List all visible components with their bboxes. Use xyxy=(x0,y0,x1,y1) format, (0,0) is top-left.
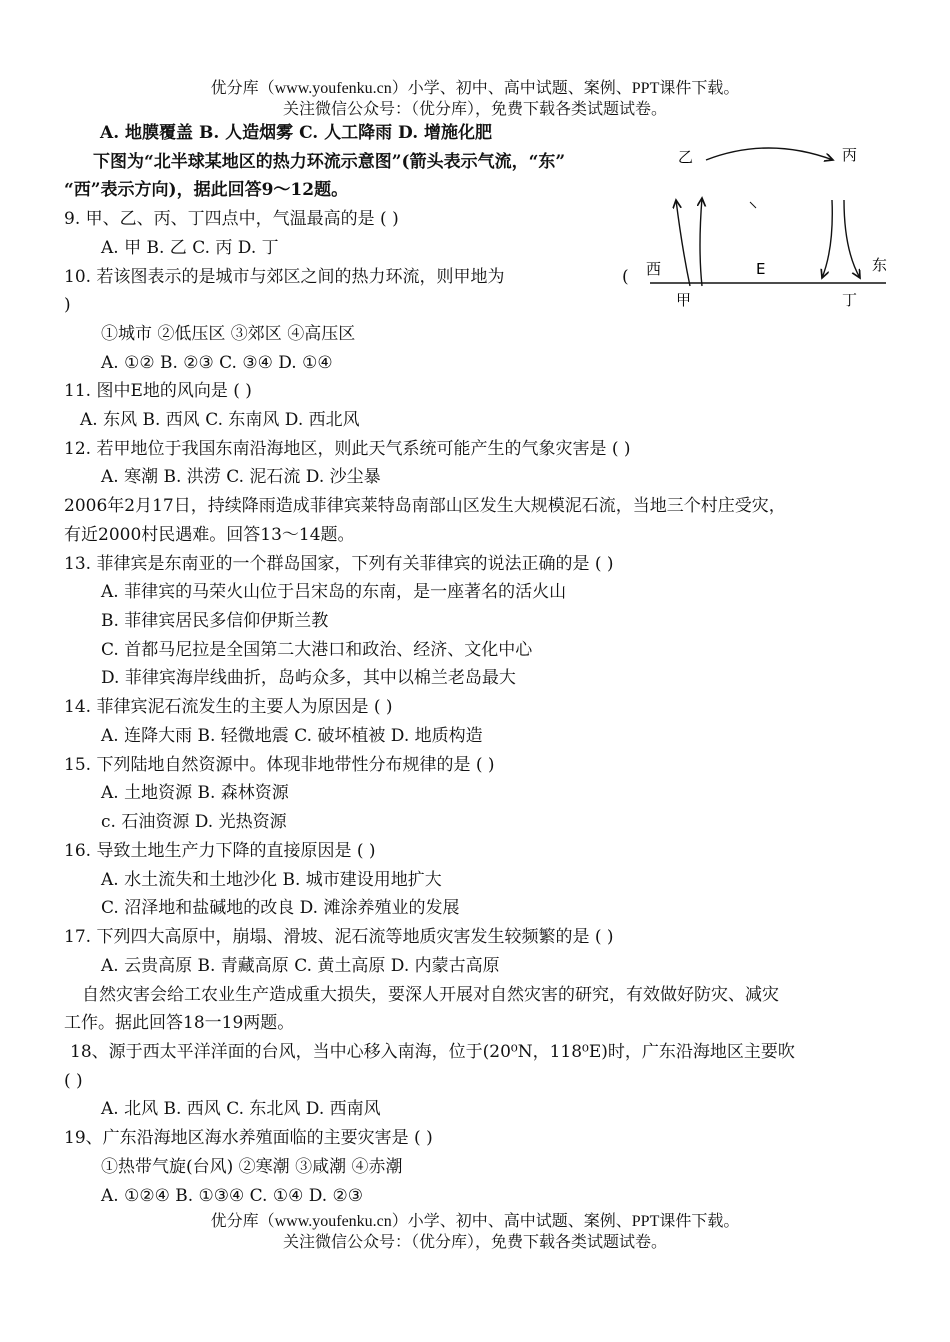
thermal-circulation-diagram xyxy=(638,138,900,320)
q19-items: ①热带气旋(台风) ②寒潮 ③咸潮 ④赤潮 xyxy=(101,1157,403,1177)
label-dong: 东 xyxy=(872,256,888,274)
upper-airflow-arrow xyxy=(706,148,833,160)
footer-line-2: 关注微信公众号：（优分库），免费下载各类试题试卷。 xyxy=(282,1234,667,1251)
q12-stem: 12. 若甲地位于我国东南沿海地区，则此天气系统可能产生的气象灾害是 ( ) xyxy=(64,439,631,459)
label-ding: 丁 xyxy=(842,291,858,309)
q13-stem: 13. 菲律宾是东南亚的一个群岛国家，下列有关菲律宾的说法正确的是 ( ) xyxy=(64,554,614,574)
q18-paren: ( ) xyxy=(64,1071,83,1091)
q9-stem: 9. 甲、乙、丙、丁四点中，气温最高的是 ( ) xyxy=(64,209,399,229)
q18-stem: 18、源于西太平洋洋面的台风，当中心移入南海，位于(20⁰N，118⁰E)时，广东沿海地区主要吹 xyxy=(70,1042,795,1062)
footer-line-1: 优分库（www.youfenku.cn）小学、初中、高中试题、案例、PPT课件下载。 xyxy=(210,1213,740,1230)
q13-option-c: C. 首都马尼拉是全国第二大港口和政治、经济、文化中心 xyxy=(101,640,533,660)
label-jia: 甲 xyxy=(676,291,692,309)
small-tick-mark xyxy=(750,202,756,208)
header-line-1: 优分库（www.youfenku.cn）小学、初中、高中试题、案例、PPT课件下载。 xyxy=(210,80,740,97)
q10-stem: 10. 若该图表示的是城市与郊区之间的热力环流，则甲地为 xyxy=(64,267,505,287)
q19-options: A. ①②④ B. ①③④ C. ①④ D. ②③ xyxy=(101,1186,364,1206)
q13-option-b: B. 菲律宾居民多信仰伊斯兰教 xyxy=(101,611,329,631)
label-e: E xyxy=(756,260,766,278)
q14-options: A. 连降大雨 B. 轻微地震 C. 破坏植被 D. 地质构造 xyxy=(101,726,483,746)
q11-options: A. 东风 B. 西风 C. 东南风 D. 西北风 xyxy=(80,410,360,430)
q17-stem: 17. 下列四大高原中，崩塌、滑坡、泥石流等地质灾害发生较频繁的是 ( ) xyxy=(64,927,614,947)
intro-18-19-line-a: 自然灾害会给工农业生产造成重大损失，要深人开展对自然灾害的研究，有效做好防灾、减灾 xyxy=(82,985,779,1005)
q8-options: A. 地膜覆盖 B. 人造烟雾 C. 人工降雨 D. 增施化肥 xyxy=(100,123,493,143)
q11-stem: 11. 图中E地的风向是 ( ) xyxy=(64,381,252,401)
q16-stem: 16. 导致土地生产力下降的直接原因是 ( ) xyxy=(64,841,376,861)
intro-13-14-line-b: 有近2000村民遇难。回答13～14题。 xyxy=(64,525,355,545)
intro-18-19-line-b: 工作。据此回答18一19两题。 xyxy=(64,1013,295,1033)
q13-option-a: A. 菲律宾的马荣火山位于吕宋岛的东南，是一座著名的活火山 xyxy=(101,582,567,602)
right-sinking-arrow-1 xyxy=(822,200,832,278)
q13-option-d: D. 菲律宾海岸线曲折，岛屿众多，其中以棉兰老岛最大 xyxy=(101,668,516,688)
left-rising-arrow-2 xyxy=(700,198,702,286)
q10-paren-close: ) xyxy=(64,295,71,315)
q10-paren-open: ( xyxy=(622,267,629,287)
q16-options-cd: C. 沼泽地和盐碱地的改良 D. 滩涂养殖业的发展 xyxy=(101,898,460,918)
q10-options: A. ①② B. ②③ C. ③④ D. ①④ xyxy=(101,353,333,373)
q15-options-cd: c. 石油资源 D. 光热资源 xyxy=(101,812,287,832)
q15-stem: 15. 下列陆地自然资源中。体现非地带性分布规律的是 ( ) xyxy=(64,755,495,775)
q9-options: A. 甲 B. 乙 C. 丙 D. 丁 xyxy=(101,238,279,258)
intro-9-12-line-b: “西”表示方向)，据此回答9～12题。 xyxy=(64,180,349,200)
intro-13-14-line-a: 2006年2月17日，持续降雨造成菲律宾莱特岛南部山区发生大规模泥石流，当地三个村庄受灾， xyxy=(64,496,786,516)
intro-9-12-line-a: 下图为“北半球某地区的热力环流示意图”(箭头表示气流，“东” xyxy=(93,152,566,172)
left-rising-arrow-1 xyxy=(676,200,690,286)
right-sinking-arrow-2 xyxy=(844,200,860,278)
q10-items: ①城市 ②低压区 ③郊区 ④高压区 xyxy=(101,324,356,344)
q18-options: A. 北风 B. 西风 C. 东北风 D. 西南风 xyxy=(101,1099,381,1119)
q17-options: A. 云贵高原 B. 青藏高原 C. 黄土高原 D. 内蒙古高原 xyxy=(101,956,500,976)
label-bing: 丙 xyxy=(842,146,858,164)
header-line-2: 关注微信公众号：（优分库），免费下载各类试题试卷。 xyxy=(282,101,667,118)
q19-stem: 19、广东沿海地区海水养殖面临的主要灾害是 ( ) xyxy=(64,1128,433,1148)
q15-options-ab: A. 土地资源 B. 森林资源 xyxy=(101,783,289,803)
label-xi: 西 xyxy=(646,260,662,278)
q16-options-ab: A. 水土流失和土地沙化 B. 城市建设用地扩大 xyxy=(101,870,442,890)
label-yi: 乙 xyxy=(678,148,694,166)
q14-stem: 14. 菲律宾泥石流发生的主要人为原因是 ( ) xyxy=(64,697,393,717)
q12-options: A. 寒潮 B. 洪涝 C. 泥石流 D. 沙尘暴 xyxy=(101,467,381,487)
